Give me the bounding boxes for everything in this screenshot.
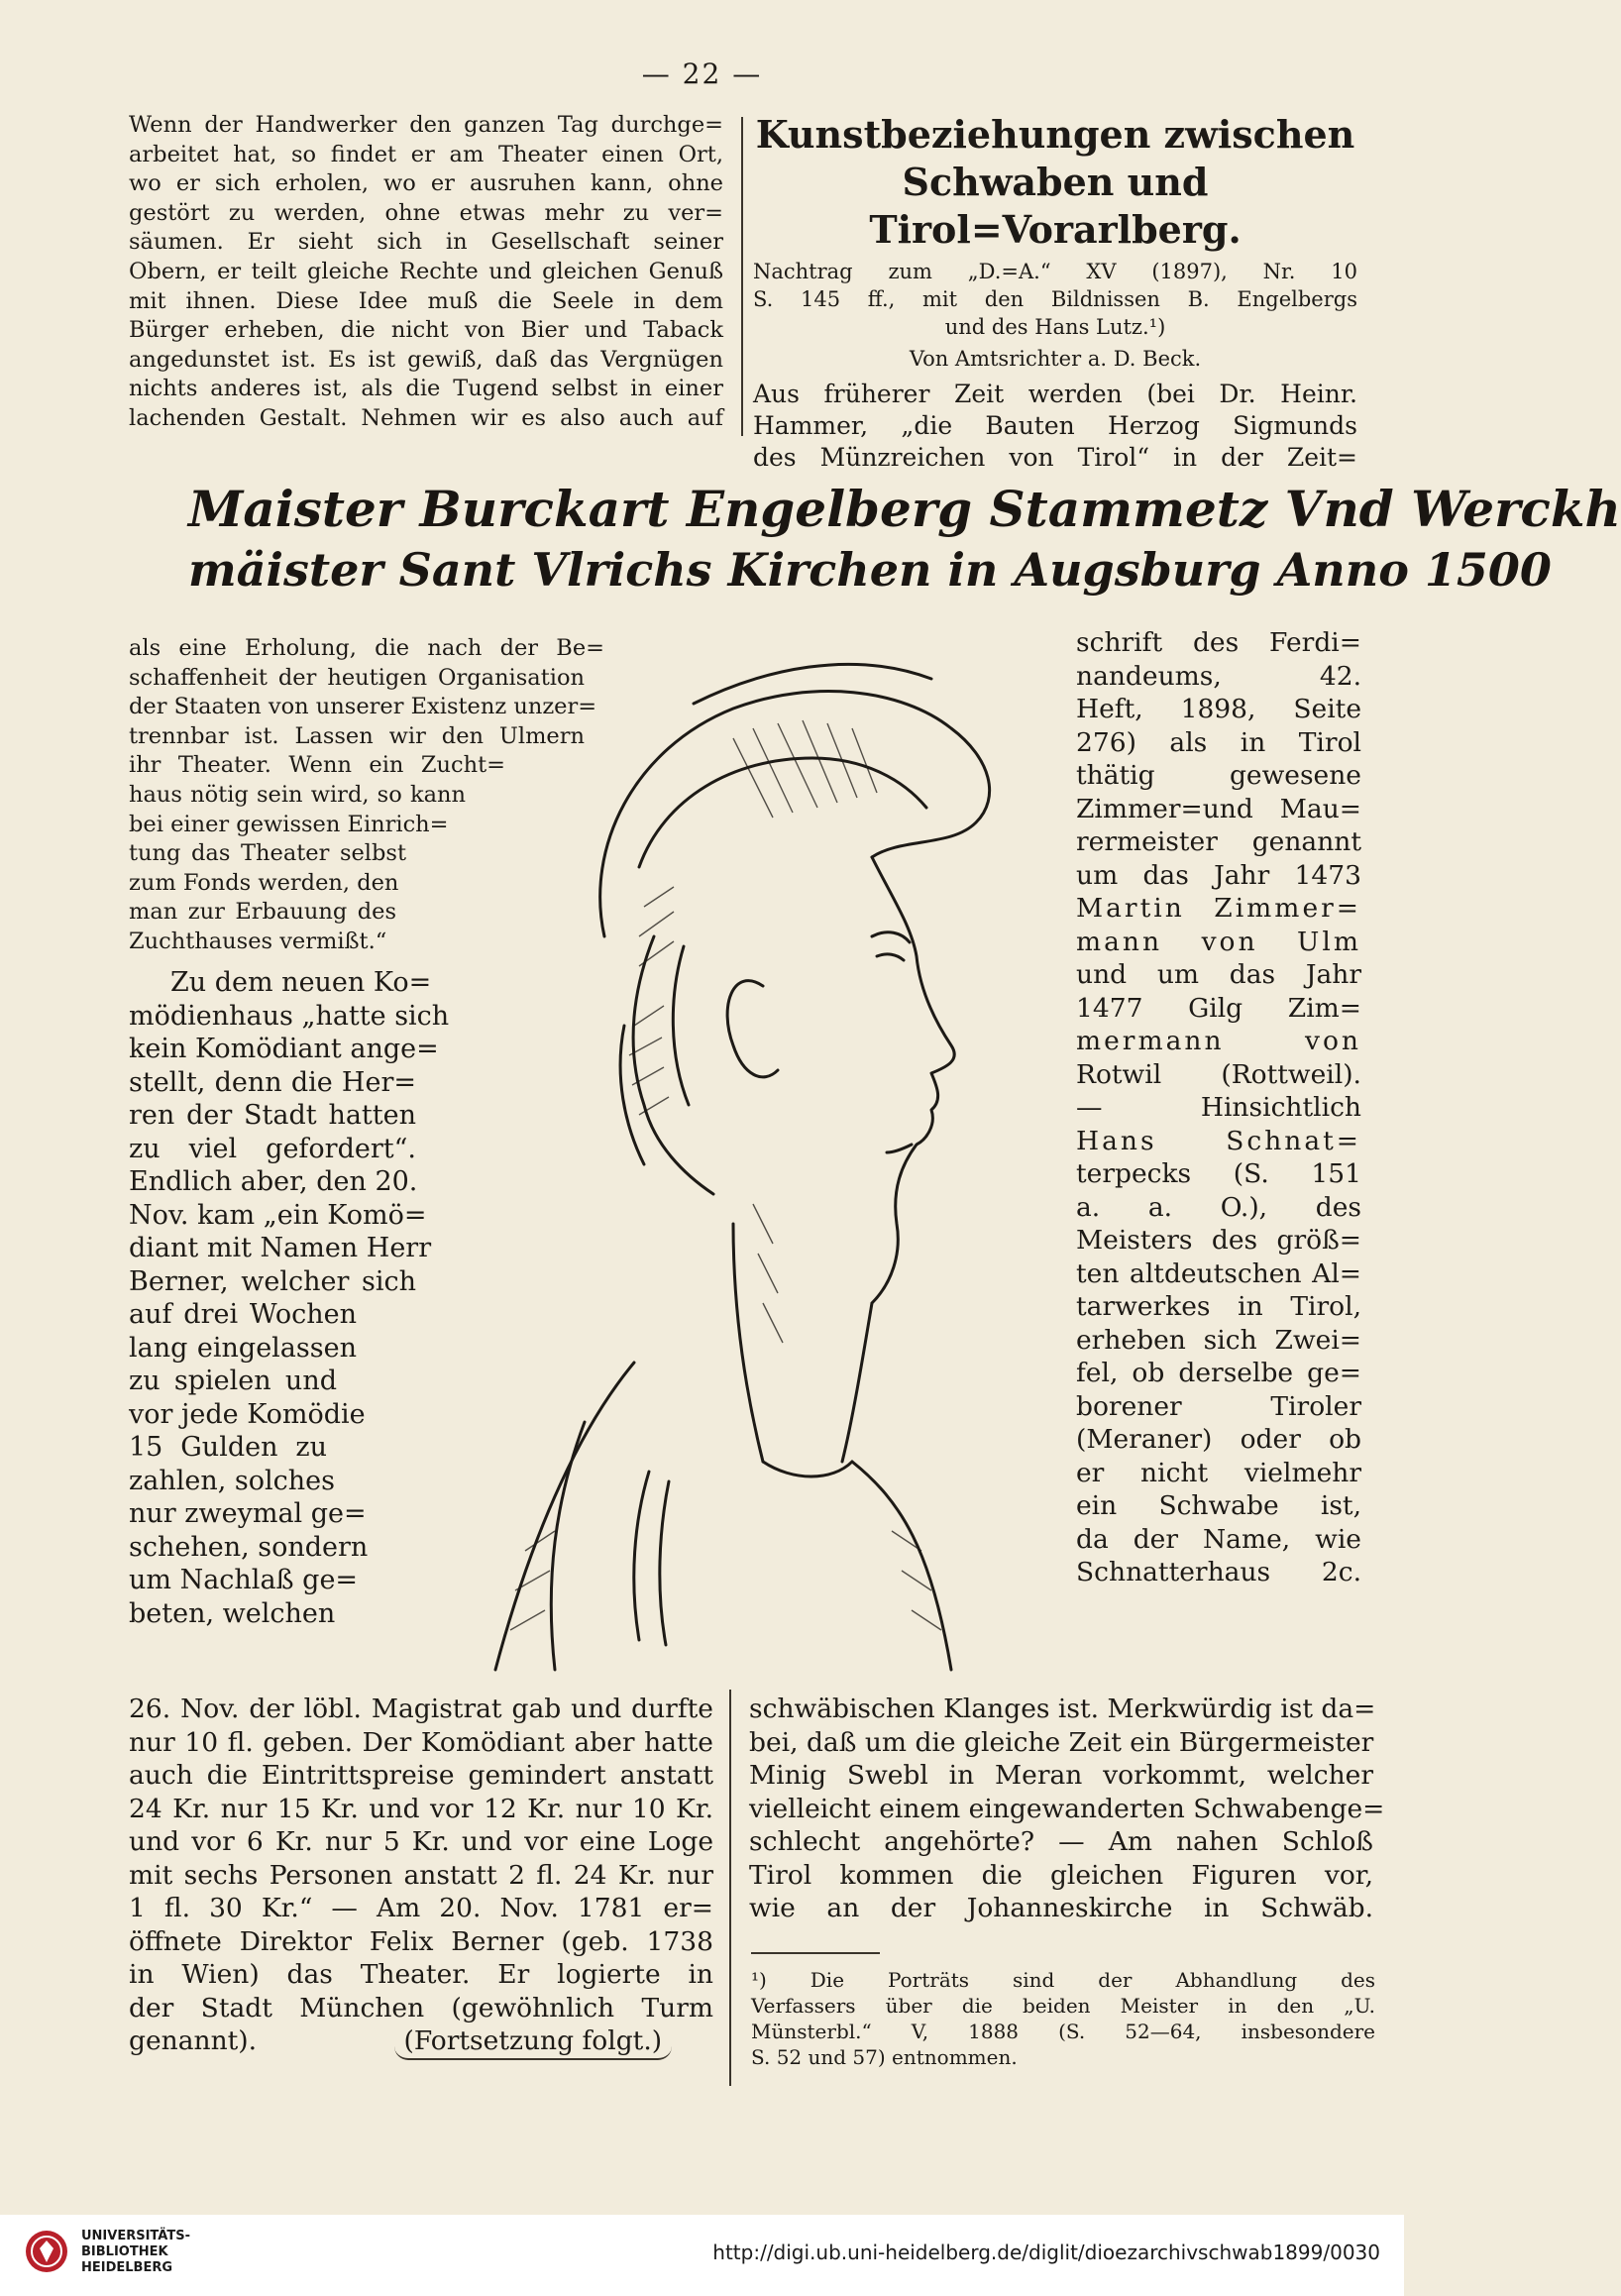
text-line: Martin Zimmer= <box>1076 893 1361 924</box>
article-header <box>753 111 1357 474</box>
footnote-divider <box>751 1952 880 1954</box>
library-name-line: UNIVERSITÄTS- <box>81 2229 190 2243</box>
text-line: stellt, denn die Her= <box>129 1066 416 1098</box>
text-line: schwäbischen Klanges ist. Merkwürdig ist da= <box>749 1694 1376 1724</box>
text-line: lang eingelassen <box>129 1332 357 1364</box>
text-line: Schnatterhaus 2c. <box>1076 1557 1361 1587</box>
footnote-line: Münsterbl.“ V, 1888 (S. 52—64, insbesondere <box>751 2020 1375 2043</box>
footnote <box>751 1967 1375 2070</box>
bottom-right-column <box>749 1693 1385 1925</box>
text-line: Endlich aber, den 20. <box>129 1166 418 1197</box>
text-line: zu viel gefordert“. <box>129 1133 416 1164</box>
text-line: mermann von <box>1076 1026 1361 1056</box>
text-line: a. a. O.), des <box>1076 1191 1361 1223</box>
text-line: schaffenheit der heutigen Organisation <box>129 664 585 691</box>
library-name-line: HEIDELBERG <box>81 2260 173 2275</box>
footnote-line: S. 52 und 57) entnommen. <box>751 2045 1018 2069</box>
article-title-line-1: Kunstbeziehungen zwischen <box>755 112 1355 157</box>
text-line: um das Jahr 1473 <box>1076 859 1361 891</box>
text-line: Berner, welcher sich <box>129 1265 416 1297</box>
text-line: vielleicht einem eingewanderten Schwabenge= <box>749 1793 1385 1824</box>
source-url-link[interactable]: http://digi.ub.uni-heidelberg.de/diglit/dioezarchivschwab1899/0030 <box>712 2241 1380 2264</box>
text-line: vor jede Komödie <box>129 1398 366 1430</box>
text-line: mit sechs Personen anstatt 2 fl. 24 Kr. nur <box>129 1859 713 1891</box>
library-name-line: BIBLIOTHEK <box>81 2244 168 2259</box>
text-line: — Hinsichtlich <box>1076 1092 1361 1123</box>
article-title-line-2: Schwaben und Tirol=Vorarlberg. <box>869 160 1242 252</box>
text-line: auch die Eintrittspreise gemindert anstatt <box>129 1760 713 1791</box>
footer-bar <box>0 2215 1404 2296</box>
text-line: auf drei Wochen <box>129 1299 357 1330</box>
column-divider-bottom <box>729 1690 731 2086</box>
footnote-line: ¹) Die Porträts sind der Abhandlung des <box>751 1968 1375 1992</box>
text-line: öffnete Direktor Felix Berner (geb. 1738 <box>129 1925 713 1957</box>
text-line: Wenn der Handwerker den ganzen Tag durchge= <box>129 112 723 138</box>
text-line: ein Schwabe ist, <box>1076 1490 1361 1521</box>
text-line: 276) als in Tirol <box>1076 726 1361 758</box>
text-line: säumen. Er sieht sich in Gesellschaft seiner <box>129 229 723 256</box>
text-line: nur zweymal ge= <box>129 1498 367 1529</box>
text-line: Minig Swebl in Meran vorkommt, welcher <box>749 1760 1373 1791</box>
text-line: tung das Theater selbst <box>129 840 406 867</box>
continued-note: (Fortsetzung folgt.) <box>394 2023 673 2060</box>
text-line: wo er sich erholen, wo er ausruhen kann, ohne <box>129 170 723 197</box>
text-line: (Meraner) oder ob <box>1076 1424 1361 1455</box>
portrait-caption-line-2: mäister Sant Vlrichs Kirchen in Augsburg Anno 1500 <box>188 543 1552 597</box>
text-line: und vor 6 Kr. nur 5 Kr. und vor eine Loge <box>129 1826 713 1857</box>
text-line: man zur Erbauung des <box>129 899 396 926</box>
text-line: borener Tiroler <box>1076 1390 1361 1422</box>
text-line: 24 Kr. nur 15 Kr. und vor 12 Kr. nur 10 Kr. <box>129 1793 713 1824</box>
text-line: mödienhaus „hatte sich <box>129 1000 450 1032</box>
text-line: da der Name, wie <box>1076 1523 1361 1555</box>
text-line: wie an der Johanneskirche in Schwäb. <box>749 1893 1373 1923</box>
text-line: schrift des Ferdi= <box>1076 627 1361 658</box>
portrait-caption-line-1: Maister Burckart Engelberg Stammetz Vnd Werckh <box>188 480 1621 538</box>
text-line: zahlen, solches <box>129 1465 335 1496</box>
text-line: 15 Gulden zu <box>129 1432 327 1463</box>
text-line: 1477 Gilg Zim= <box>1076 992 1361 1024</box>
text-line: nandeums, 42. <box>1076 660 1361 692</box>
text-line: Zuchthauses vermißt.“ <box>129 928 387 954</box>
text-line: arbeitet hat, so findet er am Theater einen Ort, <box>129 141 723 167</box>
text-line: Rotwil (Rottweil). <box>1076 1058 1361 1090</box>
text-line: Zu dem neuen Ko= <box>170 967 432 998</box>
text-line: lachenden Gestalt. Nehmen wir es also auch auf <box>129 404 723 431</box>
text-line: mit ihnen. Diese Idee muß die Seele in dem <box>129 287 723 314</box>
text-line: nur 10 fl. geben. Der Komödiant aber hatte <box>129 1726 713 1758</box>
text-line: nichts anderes ist, als die Tugend selbst in einer <box>129 376 723 402</box>
article-subtitle-line: S. 145 ff., mit den Bildnissen B. Engelbergs <box>753 287 1357 311</box>
text-line: ren der Stadt hatten <box>129 1100 416 1131</box>
text-line: Meisters des größ= <box>1076 1225 1361 1256</box>
text-line: zum Fonds werden, den <box>129 869 399 896</box>
right-narrow-column <box>1076 626 1361 1589</box>
text-line: thätig gewesene <box>1076 760 1361 791</box>
text-line: Heft, 1898, Seite <box>1076 694 1361 724</box>
university-seal-icon <box>24 2229 69 2274</box>
text-line: in Wien) das Theater. Er logierte in <box>129 1959 713 1990</box>
text-line: Tirol kommen die gleichen Figuren vor, <box>749 1859 1373 1891</box>
text-line: bei einer gewissen Einrich= <box>129 811 449 837</box>
text-line: diant mit Namen Herr <box>129 1233 432 1263</box>
left-narrow-column <box>129 966 450 1630</box>
text-line: bei, daß um die gleiche Zeit ein Bürgermeister <box>749 1726 1374 1758</box>
text-line: haus nötig sein wird, so kann <box>129 781 466 808</box>
page-number: — 22 — <box>641 57 763 90</box>
text-line: schehen, sondern <box>129 1531 369 1563</box>
left-wrap-column <box>129 634 604 957</box>
article-intro <box>753 379 1357 474</box>
bottom-left-column <box>129 1693 713 2058</box>
text-line: beten, welchen <box>129 1597 336 1629</box>
text-line: zu spielen und <box>129 1366 337 1396</box>
text-line: rermeister genannt <box>1076 826 1361 857</box>
text-line: Zimmer=und Mau= <box>1076 793 1361 824</box>
text-line: um Nachlaß ge= <box>129 1565 359 1595</box>
text-line <box>129 2024 713 2058</box>
text-line: 1 fl. 30 Kr.“ — Am 20. Nov. 1781 er= <box>129 1893 713 1923</box>
text-line: der Staaten von unserer Existenz unzer= <box>129 694 597 720</box>
text-line: Aus früherer Zeit werden (bei Dr. Heinr. <box>753 380 1357 408</box>
text-line: fel, ob derselbe ge= <box>1076 1358 1361 1388</box>
text-line: terpecks (S. 151 <box>1076 1158 1361 1189</box>
text-line: ten altdeutschen Al= <box>1076 1257 1361 1289</box>
text-line: gestört zu werden, ohne etwas mehr zu ver= <box>129 199 723 226</box>
text-line: ihr Theater. Wenn ein Zucht= <box>129 752 505 779</box>
text-line: als eine Erholung, die nach der Be= <box>129 635 604 661</box>
article-byline: Von Amtsrichter a. D. Beck. <box>909 347 1202 371</box>
text-line: angedunstet ist. Es ist gewiß, daß das Vergnügen <box>129 346 723 373</box>
text-line: er nicht vielmehr <box>1076 1457 1361 1488</box>
article-subtitle-line: und des Hans Lutz.¹) <box>944 315 1166 339</box>
top-left-column <box>129 111 723 434</box>
text-line: Obern, er teilt gleiche Rechte und gleichen Genuß <box>129 258 723 284</box>
text-line: der Stadt München (gewöhnlich Turm <box>129 1992 713 2023</box>
text-line: Hans Schnat= <box>1076 1125 1361 1156</box>
text-line: kein Komödiant ange= <box>129 1034 439 1064</box>
text-line: und um das Jahr <box>1076 959 1361 990</box>
text-line: erheben sich Zwei= <box>1076 1324 1361 1356</box>
text-line: des Münzreichen von Tirol“ in der Zeit= <box>753 443 1357 472</box>
article-subtitle-line: Nachtrag zum „D.=A.“ XV (1897), Nr. 10 <box>753 260 1357 283</box>
text-line: tarwerkes in Tirol, <box>1076 1291 1361 1322</box>
text-line: Nov. kam „ein Komö= <box>129 1199 427 1231</box>
text-line: mann von Ulm <box>1076 926 1361 957</box>
text-line: Bürger erheben, die nicht von Bier und Taback <box>129 317 723 344</box>
footnote-line: Verfassers über die beiden Meister in den „U. <box>751 1994 1375 2018</box>
text-line: schlecht angehörte? — Am nahen Schloß <box>749 1826 1373 1857</box>
library-name <box>81 2229 190 2276</box>
text-line-end: genannt). <box>129 2025 258 2056</box>
text-line: trennbar ist. Lassen wir den Ulmern <box>129 722 585 749</box>
column-divider <box>741 117 743 436</box>
text-line: Hammer, „die Bauten Herzog Sigmunds <box>753 411 1357 440</box>
text-line: 26. Nov. der löbl. Magistrat gab und durfte <box>129 1694 713 1724</box>
